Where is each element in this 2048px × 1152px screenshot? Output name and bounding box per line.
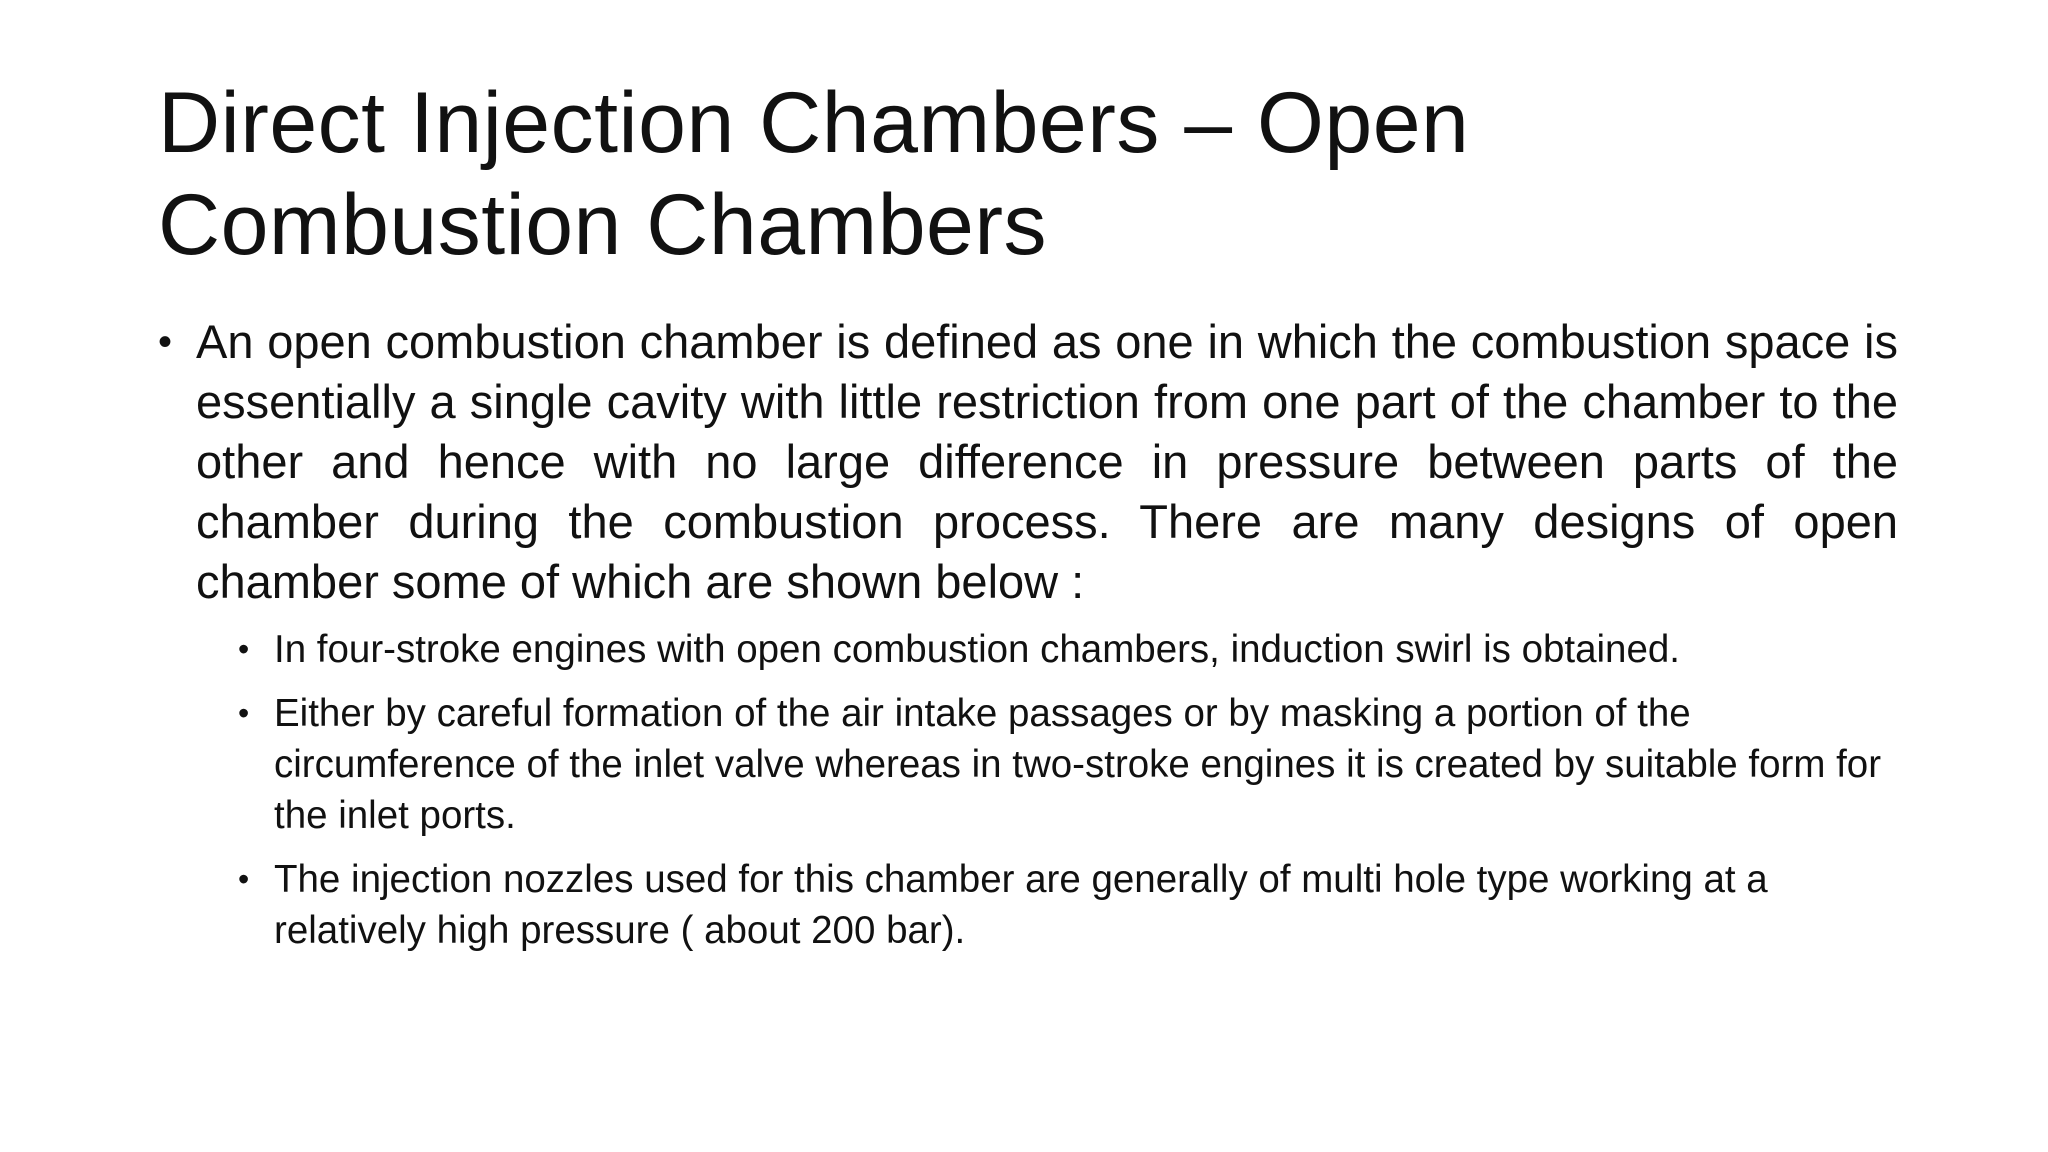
sub-bullet-text: Either by careful formation of the air intake passages or by masking a portion of the circumference of the inlet valve whereas in two-stroke engines it is created by suitable form for the inlet ports. [274, 692, 1882, 837]
bullet-dot: • [238, 861, 250, 897]
sub-bullet-list [158, 624, 1898, 956]
sub-bullet-item [158, 688, 1898, 841]
main-bullet-text: An open combustion chamber is defined as one in which the combustion space is essentially a single cavity with little restriction from one part of the chamber to the other and hence with no large difference in pressure between parts of the chamber during the combustion process. There are many designs of open chamber some of which are shown below : [196, 315, 1898, 608]
bullet-dot: • [158, 320, 173, 364]
main-bullet [158, 312, 1898, 612]
sub-bullet-text: In four-stroke engines with open combustion chambers, induction swirl is obtained. [274, 628, 1680, 671]
slide-body [158, 312, 1898, 969]
slide-title [158, 72, 1918, 276]
sub-bullet-item [158, 854, 1898, 956]
sub-bullet-item [158, 624, 1898, 675]
bullet-dot: • [238, 695, 250, 731]
sub-bullet-text: The injection nozzles used for this chamber are generally of multi hole type working at a relatively high pressure ( about 200 bar). [274, 858, 1768, 952]
bullet-dot: • [238, 631, 250, 667]
title-line-2: Combustion Chambers [158, 177, 1047, 273]
title-line-1: Direct Injection Chambers – Open [158, 75, 1470, 171]
